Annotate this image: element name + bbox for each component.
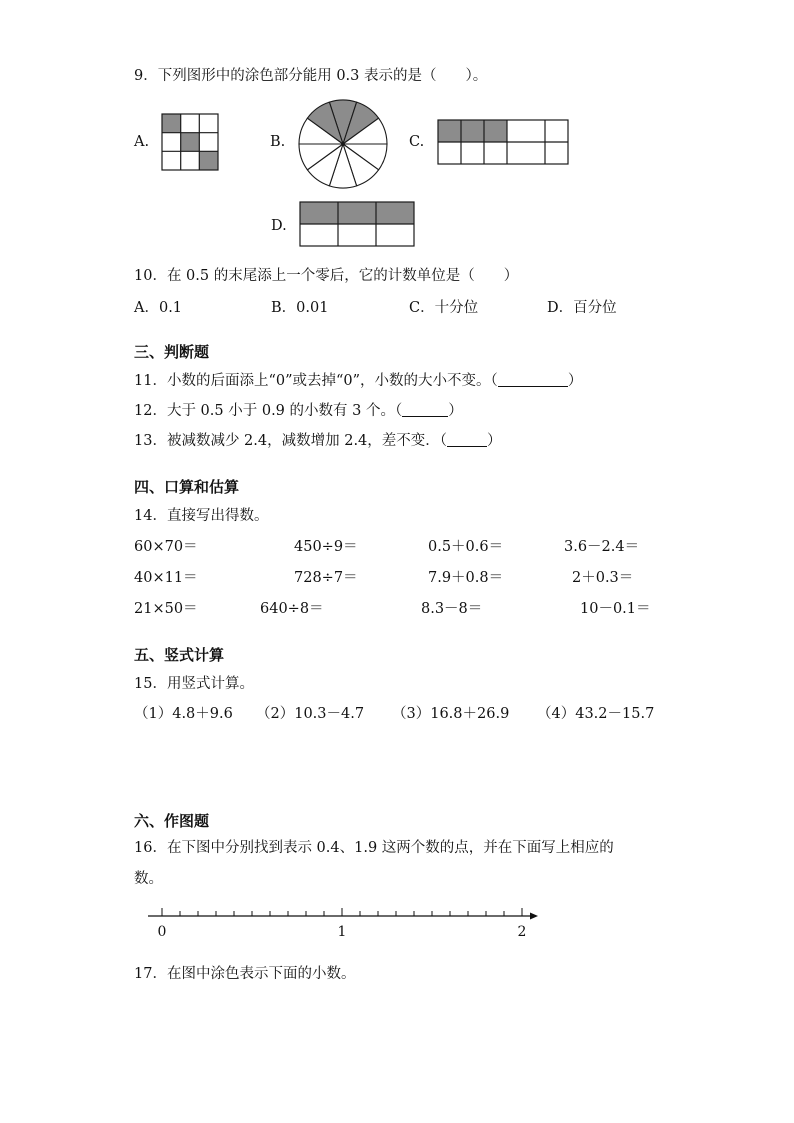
- q14-item: 728÷7＝: [294, 570, 358, 586]
- q9-stem: 9．下列图形中的涂色部分能用 0.3 表示的是（ ）。: [134, 68, 488, 84]
- q9-option-b-figure: [297, 98, 389, 190]
- section-title-drawing: 六、作图题: [134, 812, 210, 830]
- q12-close: ）: [448, 403, 463, 419]
- q14-item: 3.6－2.4＝: [564, 539, 640, 555]
- grid-cell: [484, 120, 507, 142]
- q11-statement: [134, 369, 582, 390]
- tick-label: 1: [337, 924, 347, 940]
- q10-stem: 10．在 0.5 的末尾添上一个零后，它的计数单位是（ ）: [134, 268, 519, 284]
- q10-option-b: B．0.01: [271, 300, 329, 316]
- q14-item: 8.3－8＝: [421, 601, 483, 617]
- section-title-mental-math: 四、口算和估算: [134, 478, 240, 496]
- q12-statement: [134, 399, 463, 420]
- q11-close: ）: [567, 373, 583, 389]
- grid-cell: [162, 114, 181, 133]
- q12-text: 12．大于 0.5 小于 0.9 的小数有 3 个。（: [134, 403, 403, 419]
- q16-number-line[interactable]: [140, 900, 550, 945]
- grid-cell: [461, 120, 484, 142]
- grid-cell: [300, 202, 414, 224]
- q13-statement: [134, 429, 502, 450]
- section-title-judgement: 三、判断题: [134, 343, 210, 361]
- q14-item: 450÷9＝: [294, 539, 358, 555]
- grid-cell: [181, 133, 200, 152]
- q14-stem: 14．直接写出得数。: [134, 508, 269, 524]
- q17-stem: 17．在图中涂色表示下面的小数。: [134, 966, 356, 982]
- q10-option-c: C．十分位: [409, 300, 479, 316]
- q13-close: ）: [487, 433, 502, 449]
- q9-option-d-label: D.: [271, 218, 287, 234]
- grid-cell: [199, 151, 218, 170]
- q15-item-2: （2）10.3－4.7: [256, 706, 365, 722]
- q12-answer-blank[interactable]: [402, 402, 448, 417]
- q9-option-c-figure: [437, 119, 569, 165]
- q11-answer-blank[interactable]: [498, 372, 568, 387]
- number-line-arrow: [530, 913, 538, 920]
- tick-label: 2: [517, 924, 527, 940]
- q14-item: 21×50＝: [134, 601, 198, 617]
- q10-option-d: D．百分位: [547, 300, 617, 316]
- q15-item-4: （4）43.2－15.7: [537, 706, 655, 722]
- q11-text: 11．小数的后面添上“0”或去掉“0”，小数的大小不变。（: [134, 373, 498, 389]
- q15-item-1: （1）4.8＋9.6: [134, 706, 233, 722]
- q14-item: 2＋0.3＝: [572, 570, 634, 586]
- q14-item: 10－0.1＝: [580, 601, 651, 617]
- q9-option-c-label: C.: [409, 134, 425, 150]
- q15-stem: 15．用竖式计算。: [134, 676, 254, 692]
- q14-item: 60×70＝: [134, 539, 198, 555]
- q10-option-a: A．0.1: [134, 300, 183, 316]
- q9-option-a-figure: [161, 113, 219, 171]
- q9-option-b-label: B.: [270, 134, 286, 150]
- grid-cell: [438, 120, 461, 142]
- q14-item: 0.5＋0.6＝: [428, 539, 504, 555]
- q15-item-3: （3）16.8＋26.9: [392, 706, 510, 722]
- q9-option-d-figure: [299, 201, 415, 247]
- q14-item: 40×11＝: [134, 570, 198, 586]
- q14-item: 7.9＋0.8＝: [428, 570, 504, 586]
- q13-text: 13．被减数减少 2.4，减数增加 2.4，差不变．（: [134, 433, 448, 449]
- q14-item: 640÷8＝: [260, 601, 324, 617]
- section-title-vertical-calc: 五、竖式计算: [134, 646, 225, 664]
- q9-option-a-label: A.: [134, 134, 150, 150]
- q16-stem-line1: 16．在下图中分别找到表示 0.4、1.9 这两个数的点，并在下面写上相应的: [134, 840, 614, 856]
- q16-stem-line2: 数。: [134, 871, 163, 887]
- tick-label: 0: [157, 924, 167, 940]
- q13-answer-blank[interactable]: [447, 432, 487, 447]
